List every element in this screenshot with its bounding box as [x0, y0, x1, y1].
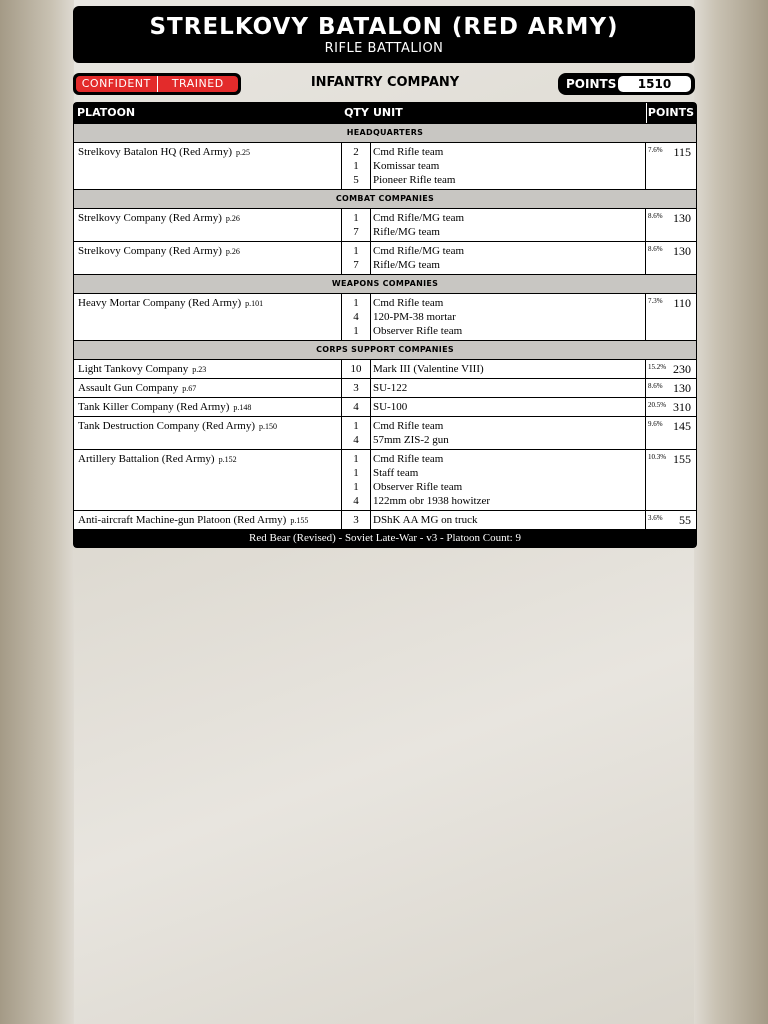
platoon-points: 130: [673, 211, 691, 225]
column-header-qty: QTY: [344, 106, 369, 119]
total-points-box: [558, 73, 695, 95]
table-row: [74, 378, 696, 397]
unit-cell: [371, 450, 646, 510]
page-ref: p.67: [182, 384, 197, 393]
unit-qty: 1: [353, 160, 359, 172]
platoon-points: 115: [673, 145, 691, 159]
unit-name: Observer Rifle team: [373, 325, 463, 337]
unit-qty: 1: [353, 420, 359, 432]
unit-cell: [371, 379, 646, 397]
platoon-cell: [74, 242, 342, 274]
total-points-label: POINTS: [566, 77, 617, 91]
points-percent: 15.2%: [648, 363, 667, 371]
table-footer: Red Bear (Revised) - Soviet Late-War - v3 - Platoon Count: 9: [74, 529, 696, 547]
section-header: HEADQUARTERS: [74, 123, 696, 142]
platoon-points: 155: [673, 452, 691, 466]
platoon-name: Tank Destruction Company (Red Army): [78, 420, 256, 432]
points-cell: [646, 209, 694, 241]
points-cell: [646, 417, 694, 449]
platoon-points: 130: [673, 244, 691, 258]
points-cell: [646, 511, 694, 529]
table-row: [74, 142, 696, 189]
unit-name: Rifle/MG team: [373, 226, 440, 238]
title-bar: [73, 6, 695, 63]
platoon-cell: [74, 294, 342, 340]
unit-cell: [371, 360, 646, 378]
points-percent: 8.6%: [648, 212, 663, 220]
section-header: CORPS SUPPORT COMPANIES: [74, 340, 696, 359]
qty-cell: [342, 294, 371, 340]
unit-name: Cmd Rifle team: [373, 146, 444, 158]
unit-name: Cmd Rifle team: [373, 453, 444, 465]
unit-qty: 7: [353, 259, 359, 271]
platoon-cell: [74, 450, 342, 510]
qty-cell: [342, 379, 371, 397]
page-ref: p.155: [290, 516, 309, 525]
platoon-points: 145: [673, 419, 691, 433]
column-header-points: POINTS: [646, 103, 695, 123]
points-percent: 3.6%: [648, 514, 663, 522]
army-list-table: [73, 102, 697, 548]
platoon-name: Tank Killer Company (Red Army): [78, 401, 230, 413]
platoon-name: Strelkovy Batalon HQ (Red Army): [78, 146, 232, 158]
unit-name: DShK AA MG on truck: [373, 514, 478, 526]
unit-name: Rifle/MG team: [373, 259, 440, 271]
unit-qty: 10: [350, 363, 362, 375]
unit-cell: [371, 398, 646, 416]
table-header: [74, 103, 696, 123]
background-right-edge: [694, 0, 768, 1024]
unit-name: Cmd Rifle team: [373, 420, 444, 432]
column-header-unit: UNIT: [373, 106, 403, 119]
unit-name: Pioneer Rifle team: [373, 174, 456, 186]
unit-name: Cmd Rifle/MG team: [373, 212, 465, 224]
platoon-points: 55: [679, 513, 691, 527]
page-title: STRELKOVY BATALON (RED ARMY): [149, 14, 619, 40]
page-ref: p.25: [235, 148, 250, 157]
table-row: [74, 416, 696, 449]
rating-inner: [76, 76, 238, 92]
unit-qty: 1: [353, 467, 359, 479]
table-row: [74, 293, 696, 340]
page-subtitle: RIFLE BATTALION: [324, 41, 444, 56]
points-cell: [646, 242, 694, 274]
points-cell: [646, 360, 694, 378]
unit-qty: 4: [353, 311, 359, 323]
qty-cell: [342, 417, 371, 449]
unit-name: 122mm obr 1938 howitzer: [373, 495, 491, 507]
platoon-cell: [74, 209, 342, 241]
platoon-name: Light Tankovy Company: [78, 363, 189, 375]
unit-qty: 1: [353, 245, 359, 257]
table-row: [74, 359, 696, 378]
table-row: [74, 241, 696, 274]
section-header: WEAPONS COMPANIES: [74, 274, 696, 293]
column-header-platoon: PLATOON: [77, 106, 136, 119]
unit-name: Observer Rifle team: [373, 481, 463, 493]
platoon-points: 130: [673, 381, 691, 395]
unit-qty: 3: [353, 382, 359, 394]
unit-qty: 4: [353, 495, 359, 507]
table-row: [74, 397, 696, 416]
unit-cell: [371, 417, 646, 449]
platoon-cell: [74, 360, 342, 378]
unit-qty: 1: [353, 481, 359, 493]
page-ref: p.148: [233, 403, 252, 412]
skill-rating: TRAINED: [157, 76, 239, 92]
unit-qty: 5: [353, 174, 359, 186]
platoon-name: Anti-aircraft Machine-gun Platoon (Red Army): [78, 514, 287, 526]
platoon-cell: [74, 379, 342, 397]
platoon-name: Strelkovy Company (Red Army): [78, 212, 222, 224]
platoon-points: 110: [673, 296, 691, 310]
unit-qty: 1: [353, 297, 359, 309]
unit-name: Cmd Rifle/MG team: [373, 245, 465, 257]
motivation-rating: CONFIDENT: [81, 77, 151, 90]
total-points-value: 1510: [618, 76, 691, 92]
platoon-name: Artillery Battalion (Red Army): [78, 453, 215, 465]
table-row: [74, 208, 696, 241]
points-percent: 10.3%: [648, 453, 667, 461]
platoon-cell: [74, 417, 342, 449]
unit-name: SU-122: [373, 382, 408, 394]
page-ref: p.23: [192, 365, 207, 374]
unit-cell: [371, 242, 646, 274]
page-ref: p.150: [259, 422, 278, 431]
platoon-name: Assault Gun Company: [78, 382, 179, 394]
page-ref: p.26: [225, 214, 240, 223]
unit-qty: 1: [353, 453, 359, 465]
qty-cell: [342, 511, 371, 529]
unit-qty: 4: [353, 434, 359, 446]
platoon-cell: [74, 143, 342, 189]
platoon-points: 230: [673, 362, 691, 376]
platoon-points: 310: [673, 400, 691, 414]
platoon-name: Strelkovy Company (Red Army): [78, 245, 222, 257]
unit-name: Cmd Rifle team: [373, 297, 444, 309]
page-ref: p.101: [245, 299, 264, 308]
unit-name: 57mm ZIS-2 gun: [373, 434, 449, 446]
platoon-name: Heavy Mortar Company (Red Army): [78, 297, 242, 309]
table-row: [74, 510, 696, 529]
unit-qty: 7: [353, 226, 359, 238]
unit-cell: [371, 143, 646, 189]
points-percent: 9.6%: [648, 420, 663, 428]
table-row: [74, 449, 696, 510]
qty-cell: [342, 360, 371, 378]
points-cell: [646, 450, 694, 510]
points-percent: 7.6%: [648, 146, 663, 154]
rating-badge: [73, 73, 241, 95]
unit-cell: [371, 209, 646, 241]
unit-qty: 1: [353, 325, 359, 337]
unit-name: Mark III (Valentine VIII): [373, 363, 484, 375]
unit-qty: 1: [353, 212, 359, 224]
platoon-cell: [74, 398, 342, 416]
points-percent: 20.5%: [648, 401, 667, 409]
qty-cell: [342, 398, 371, 416]
points-percent: 7.3%: [648, 297, 663, 305]
qty-cell: [342, 143, 371, 189]
unit-cell: [371, 511, 646, 529]
unit-name: 120-PM-38 mortar: [373, 311, 456, 323]
unit-cell: [371, 294, 646, 340]
qty-cell: [342, 209, 371, 241]
unit-qty: 4: [353, 401, 359, 413]
points-percent: 8.6%: [648, 245, 663, 253]
unit-name: Komissar team: [373, 160, 440, 172]
unit-name: Staff team: [373, 467, 419, 479]
unit-qty: 3: [353, 514, 359, 526]
points-cell: [646, 143, 694, 189]
platoon-cell: [74, 511, 342, 529]
unit-name: SU-100: [373, 401, 408, 413]
points-cell: [646, 398, 694, 416]
points-cell: [646, 294, 694, 340]
table-body: [74, 123, 696, 529]
points-percent: 8.6%: [648, 382, 663, 390]
qty-cell: [342, 242, 371, 274]
page-ref: p.26: [225, 247, 240, 256]
qty-cell: [342, 450, 371, 510]
company-type: INFANTRY COMPANY: [310, 75, 460, 90]
section-header: COMBAT COMPANIES: [74, 189, 696, 208]
points-cell: [646, 379, 694, 397]
page-ref: p.152: [218, 455, 237, 464]
unit-qty: 2: [353, 146, 359, 158]
background-left-edge: [0, 0, 74, 1024]
